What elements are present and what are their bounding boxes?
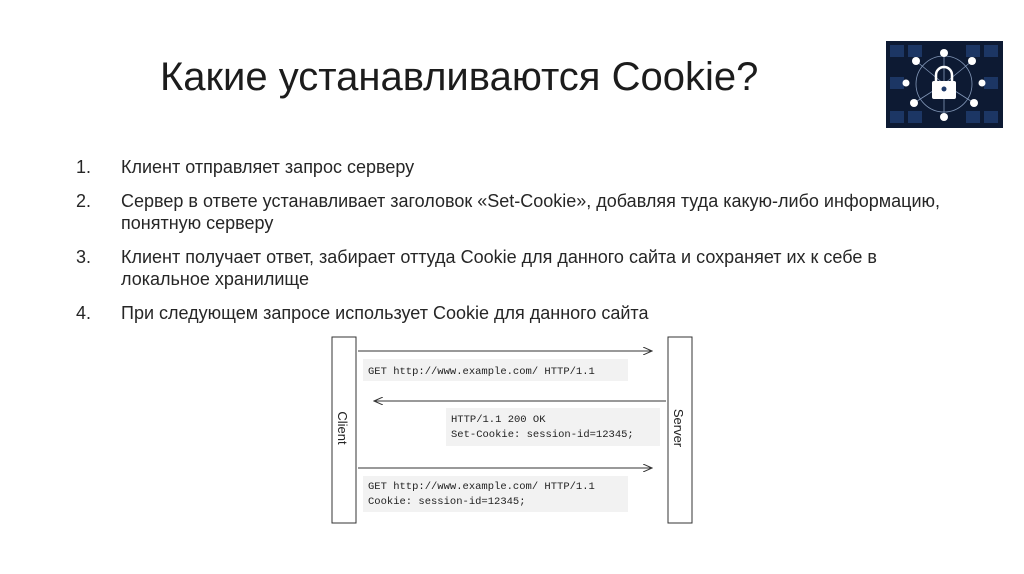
server-label: Server: [671, 408, 686, 448]
list-item: [76, 246, 946, 290]
list-item: [76, 156, 946, 178]
padlock-network-icon: [886, 41, 1003, 128]
slide-title: Какие устанавливаются Cookie?: [160, 55, 759, 99]
step-number: 1.: [76, 157, 92, 177]
client-label: Client: [335, 411, 350, 445]
list-item: [76, 190, 946, 234]
response-line-1: HTTP/1.1 200 OK: [451, 414, 546, 426]
step-text: Сервер в ответе устанавливает заголовок «Set-Cookie», добавляя туда какую-либо информацию, понятную серверу: [121, 191, 941, 233]
cookie-sequence-diagram: [330, 336, 695, 526]
step-number: 3.: [76, 247, 92, 267]
list-item: [76, 302, 946, 324]
step-number: 2.: [76, 191, 92, 211]
step-text: При следующем запросе использует Cookie для данного сайта: [121, 303, 649, 323]
step-number: 4.: [76, 303, 92, 323]
response-line-2: Set-Cookie: session-id=12345;: [451, 429, 634, 441]
steps-list: [76, 156, 946, 336]
request-1-line-1: GET http://www.example.com/ HTTP/1.1: [368, 366, 595, 378]
header-image: [886, 41, 1003, 128]
request-2-line-1: GET http://www.example.com/ HTTP/1.1: [368, 481, 595, 493]
step-text: Клиент отправляет запрос серверу: [121, 157, 415, 177]
request-2-line-2: Cookie: session-id=12345;: [368, 496, 526, 508]
step-text: Клиент получает ответ, забирает оттуда Cookie для данного сайта и сохраняет их к себе в локальное хранилище: [121, 247, 877, 289]
